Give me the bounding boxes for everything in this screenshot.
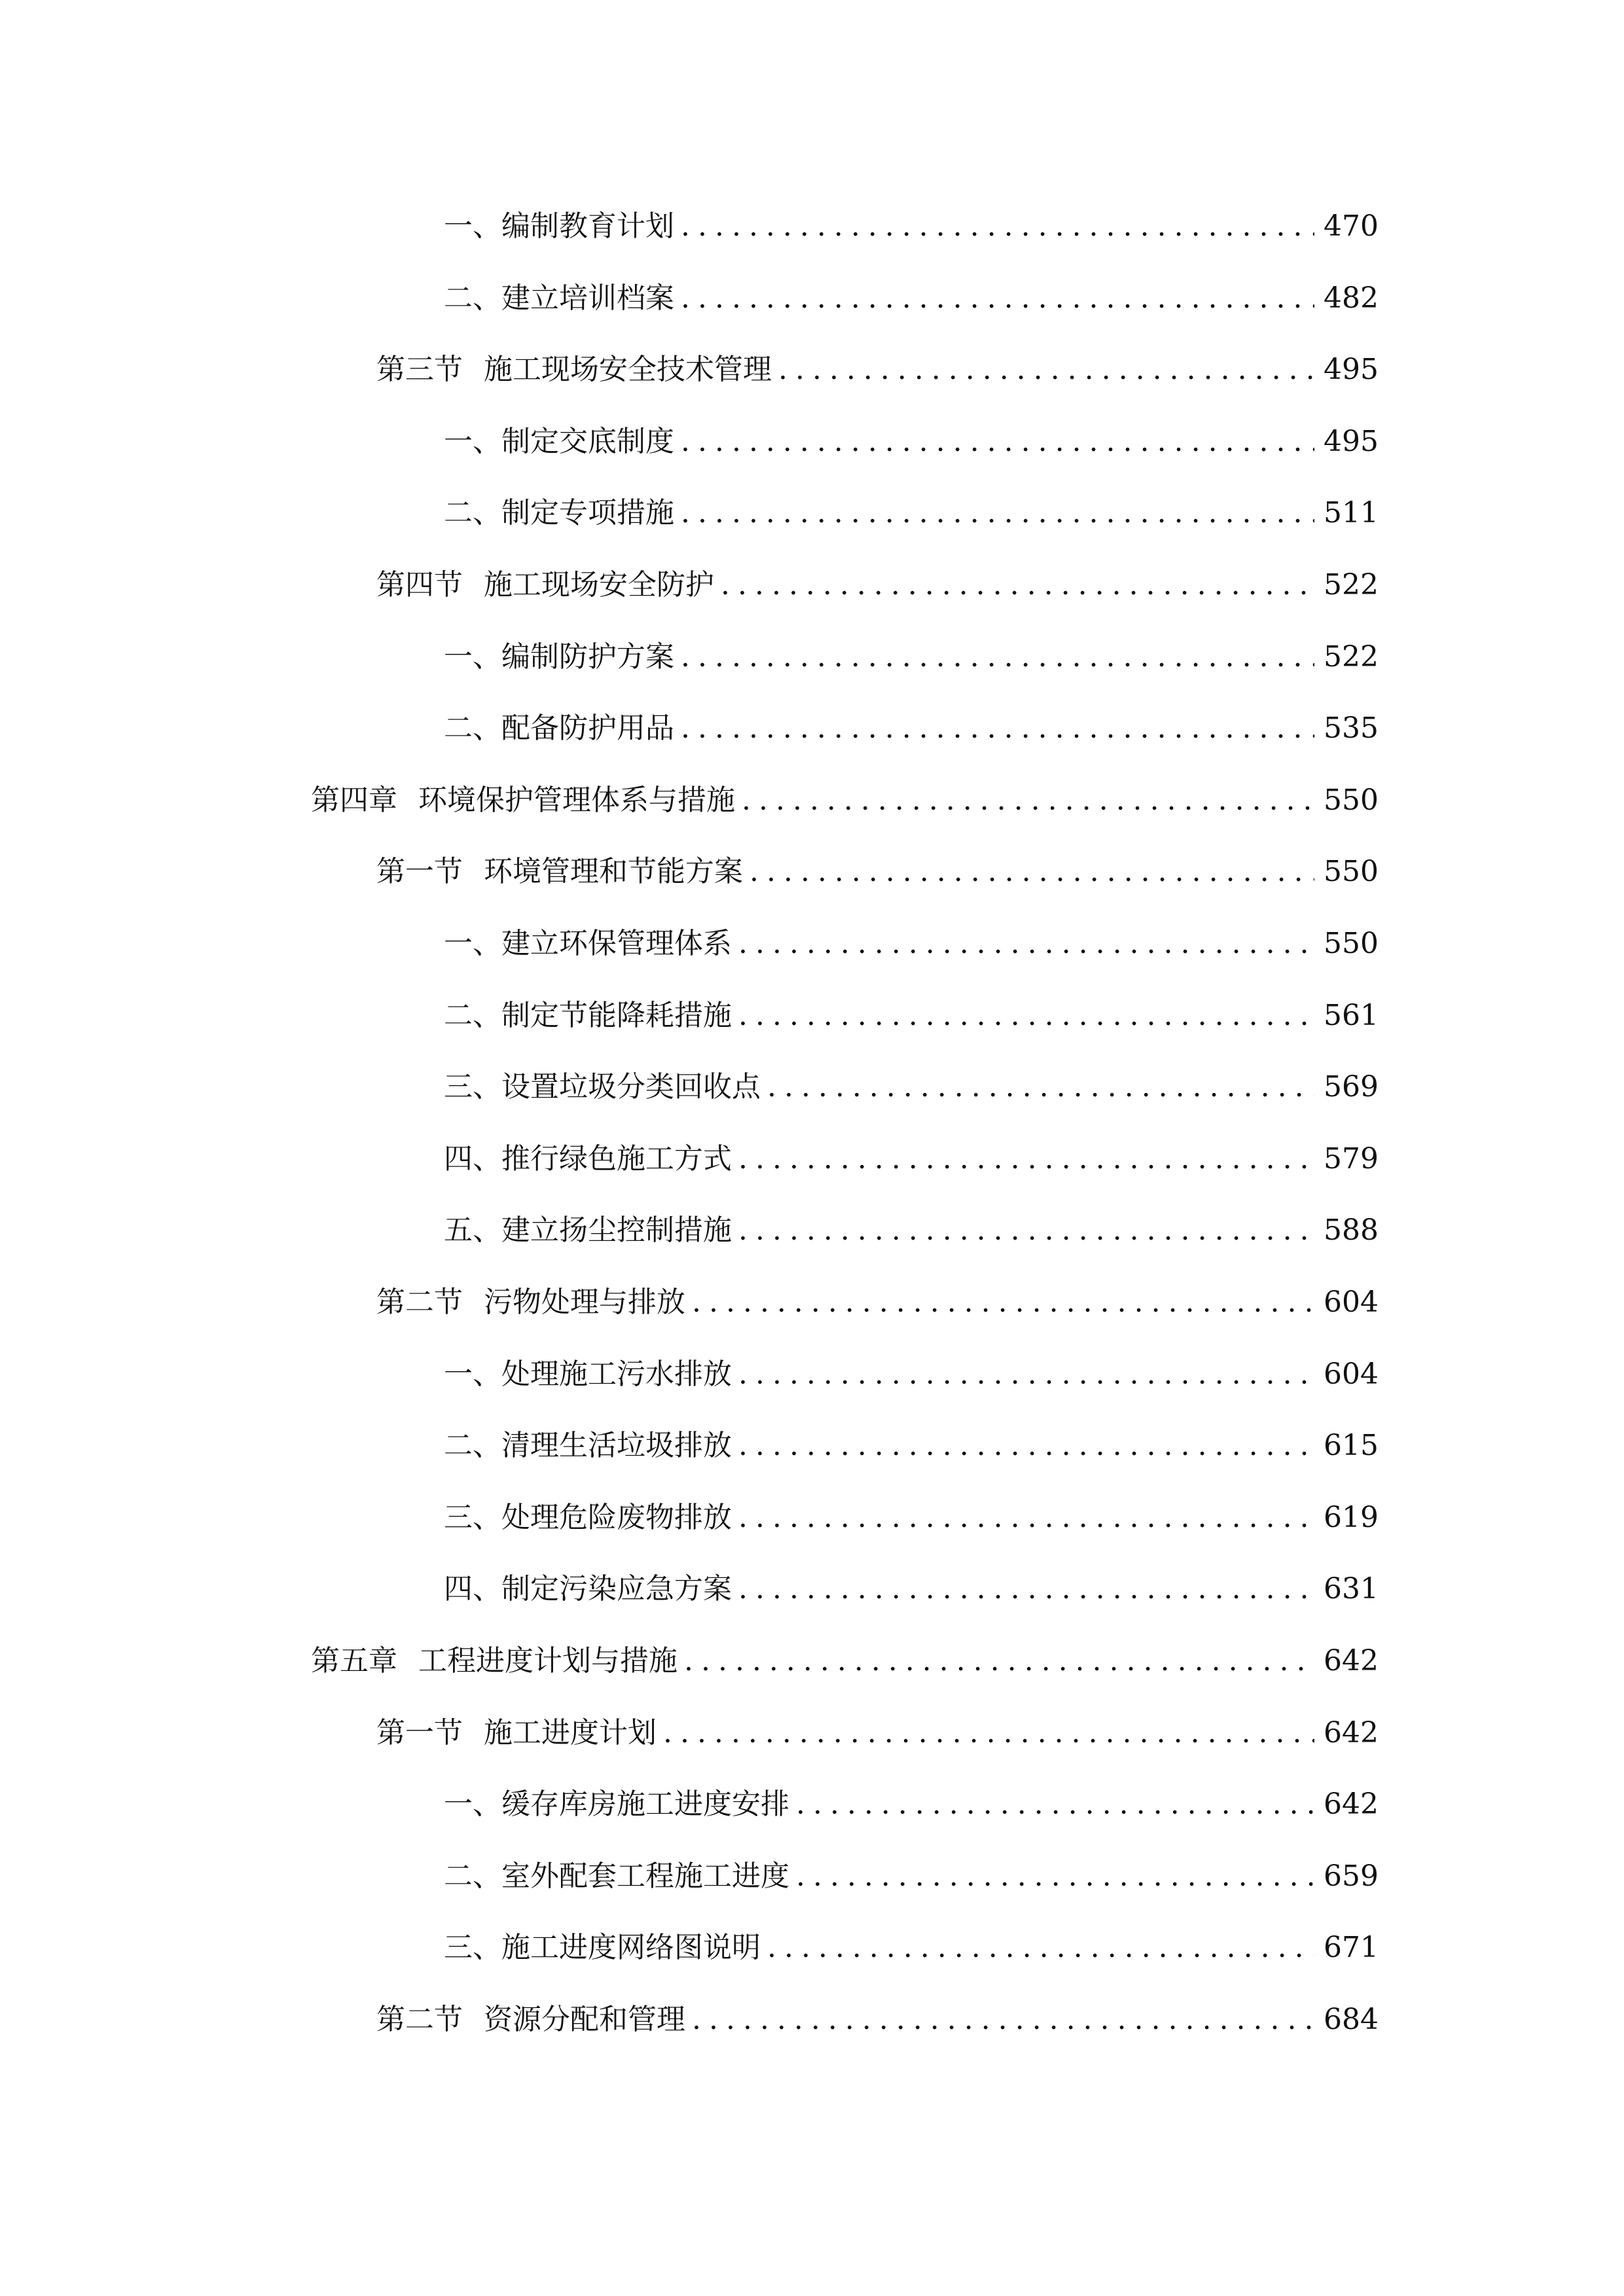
toc-entry-number: 第四节 (376, 568, 463, 601)
toc-entry-page-number: 470 (1324, 209, 1379, 243)
toc-entry-title: 配备防护用品 (501, 711, 674, 745)
toc-entry-number: 第五章 (311, 1644, 397, 1677)
dot-leader (721, 562, 1314, 609)
dot-leader (738, 1207, 1314, 1254)
dot-leader (681, 634, 1314, 681)
dot-leader (681, 418, 1314, 465)
toc-entry-title: 编制教育计划 (501, 209, 674, 243)
toc-entry-page-number: 604 (1324, 1357, 1379, 1391)
toc-entry-title: 施工进度计划 (484, 1716, 657, 1749)
toc-entry-number: 三、 (444, 1070, 501, 1103)
toc-entry[interactable] (444, 1207, 1379, 1254)
toc-entry[interactable] (444, 1422, 1379, 1469)
toc-entry-page-number: 482 (1324, 281, 1379, 315)
dot-leader (738, 1566, 1314, 1613)
toc-entry[interactable] (376, 1279, 1379, 1326)
toc-entry[interactable] (444, 1924, 1379, 1971)
toc-entry-page-number: 550 (1324, 783, 1379, 817)
toc-entry[interactable] (444, 920, 1379, 967)
dot-leader (738, 1422, 1314, 1469)
toc-entry-title: 处理危险废物排放 (501, 1501, 732, 1534)
toc-entry-title: 缓存库房施工进度安排 (501, 1787, 789, 1821)
toc-entry-title: 污物处理与排放 (484, 1285, 685, 1319)
toc-entry-page-number: 495 (1324, 353, 1379, 386)
toc-entry-title: 制定交底制度 (501, 425, 674, 458)
toc-entry-number: 三、 (444, 1501, 501, 1534)
toc-entry-page-number: 671 (1324, 1931, 1379, 1964)
toc-entry[interactable] (444, 992, 1379, 1039)
dot-leader (738, 1136, 1314, 1183)
dot-leader (738, 920, 1314, 967)
dot-leader (681, 490, 1314, 537)
toc-entry-number: 二、 (444, 1429, 501, 1462)
toc-entry-page-number: 535 (1324, 711, 1379, 745)
toc-entry-title: 环境保护管理体系与措施 (418, 783, 735, 817)
toc-entry-number: 一、 (444, 425, 501, 458)
dot-leader (684, 1638, 1314, 1685)
dot-leader (692, 1279, 1314, 1326)
toc-entry-number: 五、 (444, 1213, 501, 1247)
dot-leader (796, 1781, 1314, 1828)
toc-entry-number: 一、 (444, 209, 501, 243)
toc-entry-page-number: 642 (1324, 1716, 1379, 1749)
toc-entry-page-number: 631 (1324, 1572, 1379, 1605)
toc-entry-number: 一、 (444, 1787, 501, 1821)
toc-entry[interactable] (444, 1566, 1379, 1613)
toc-entry-page-number: 642 (1324, 1787, 1379, 1821)
toc-entry[interactable] (444, 1853, 1379, 1900)
toc-entry-number: 第四章 (311, 783, 397, 817)
toc-entry-title: 工程进度计划与措施 (418, 1644, 677, 1677)
toc-entry-title: 施工现场安全技术管理 (484, 353, 772, 386)
toc-entry-page-number: 561 (1324, 999, 1379, 1032)
toc-entry-number: 二、 (444, 711, 501, 745)
dot-leader (742, 777, 1314, 824)
dot-leader (778, 346, 1314, 393)
dot-leader (692, 1996, 1314, 2043)
toc-entry-page-number: 642 (1324, 1644, 1379, 1677)
toc-entry-page-number: 579 (1324, 1142, 1379, 1175)
toc-entry[interactable] (311, 1638, 1379, 1685)
dot-leader (767, 1064, 1314, 1111)
toc-entry-title: 施工现场安全防护 (484, 568, 714, 601)
toc-entry-title: 处理施工污水排放 (501, 1357, 732, 1391)
dot-leader (663, 1710, 1314, 1757)
toc-entry-page-number: 569 (1324, 1070, 1379, 1103)
dot-leader (796, 1853, 1314, 1900)
toc-entry-page-number: 684 (1324, 2003, 1379, 2036)
dot-leader (681, 705, 1314, 752)
toc-entry[interactable] (444, 705, 1379, 752)
toc-entry[interactable] (444, 1064, 1379, 1111)
toc-entry-page-number: 495 (1324, 425, 1379, 458)
dot-leader (738, 992, 1314, 1039)
toc-entry-title: 清理生活垃圾排放 (501, 1429, 732, 1462)
toc-entry-page-number: 588 (1324, 1213, 1379, 1247)
toc-entry[interactable] (376, 562, 1379, 609)
toc-entry[interactable] (444, 1136, 1379, 1183)
toc-entry-title: 制定污染应急方案 (501, 1572, 732, 1605)
toc-entry[interactable] (444, 275, 1379, 322)
toc-entry[interactable] (376, 1996, 1379, 2043)
toc-entry[interactable] (376, 346, 1379, 393)
dot-leader (738, 1494, 1314, 1541)
toc-entry-number: 第一节 (376, 1716, 463, 1749)
dot-leader (681, 275, 1314, 322)
toc-entry-number: 四、 (444, 1142, 501, 1175)
toc-entry-title: 施工进度网络图说明 (501, 1931, 761, 1964)
dot-leader (749, 848, 1314, 895)
toc-entry[interactable] (376, 848, 1379, 895)
toc-entry[interactable] (444, 634, 1379, 681)
toc-entry-page-number: 619 (1324, 1501, 1379, 1534)
toc-entry-title: 建立扬尘控制措施 (501, 1213, 732, 1247)
toc-entry-title: 推行绿色施工方式 (501, 1142, 732, 1175)
toc-entry[interactable] (444, 1351, 1379, 1398)
toc-entry-number: 二、 (444, 281, 501, 315)
toc-entry-number: 四、 (444, 1572, 501, 1605)
toc-entry-page-number: 511 (1324, 496, 1379, 529)
toc-entry[interactable] (311, 777, 1379, 824)
toc-entry[interactable] (444, 203, 1379, 250)
toc-entry-title: 制定专项措施 (501, 496, 674, 529)
toc-entry-title: 设置垃圾分类回收点 (501, 1070, 761, 1103)
toc-entry-title: 建立环保管理体系 (501, 927, 732, 960)
toc-entry-number: 第三节 (376, 353, 463, 386)
toc-entry-number: 第一节 (376, 855, 463, 888)
toc-entry-title: 建立培训档案 (501, 281, 674, 315)
toc-entry-page-number: 522 (1324, 568, 1379, 601)
toc-entry[interactable] (444, 1781, 1379, 1828)
toc-entry-number: 三、 (444, 1931, 501, 1964)
toc-entry-number: 一、 (444, 927, 501, 960)
toc-entry[interactable] (444, 418, 1379, 465)
dot-leader (738, 1351, 1314, 1398)
toc-entry-page-number: 550 (1324, 927, 1379, 960)
toc-entry-title: 制定节能降耗措施 (501, 999, 732, 1032)
toc-entry-number: 第二节 (376, 1285, 463, 1319)
toc-entry-number: 二、 (444, 999, 501, 1032)
toc-entry-number: 第二节 (376, 2003, 463, 2036)
toc-entry-title: 环境管理和节能方案 (484, 855, 743, 888)
toc-entry-page-number: 550 (1324, 855, 1379, 888)
toc-entry-page-number: 659 (1324, 1859, 1379, 1893)
toc-entry-number: 二、 (444, 496, 501, 529)
toc-entry-page-number: 604 (1324, 1285, 1379, 1319)
toc-entry[interactable] (376, 1710, 1379, 1757)
toc-entry-page-number: 615 (1324, 1429, 1379, 1462)
toc-entry-title: 编制防护方案 (501, 640, 674, 673)
toc-entry-page-number: 522 (1324, 640, 1379, 673)
toc-entry-number: 一、 (444, 1357, 501, 1391)
toc-entry-number: 一、 (444, 640, 501, 673)
toc-entry-number: 二、 (444, 1859, 501, 1893)
toc-entry-title: 室外配套工程施工进度 (501, 1859, 789, 1893)
dot-leader (681, 203, 1314, 250)
toc-entry-title: 资源分配和管理 (484, 2003, 685, 2036)
dot-leader (767, 1924, 1314, 1971)
toc-entry[interactable] (444, 1494, 1379, 1541)
toc-entry[interactable] (444, 490, 1379, 537)
